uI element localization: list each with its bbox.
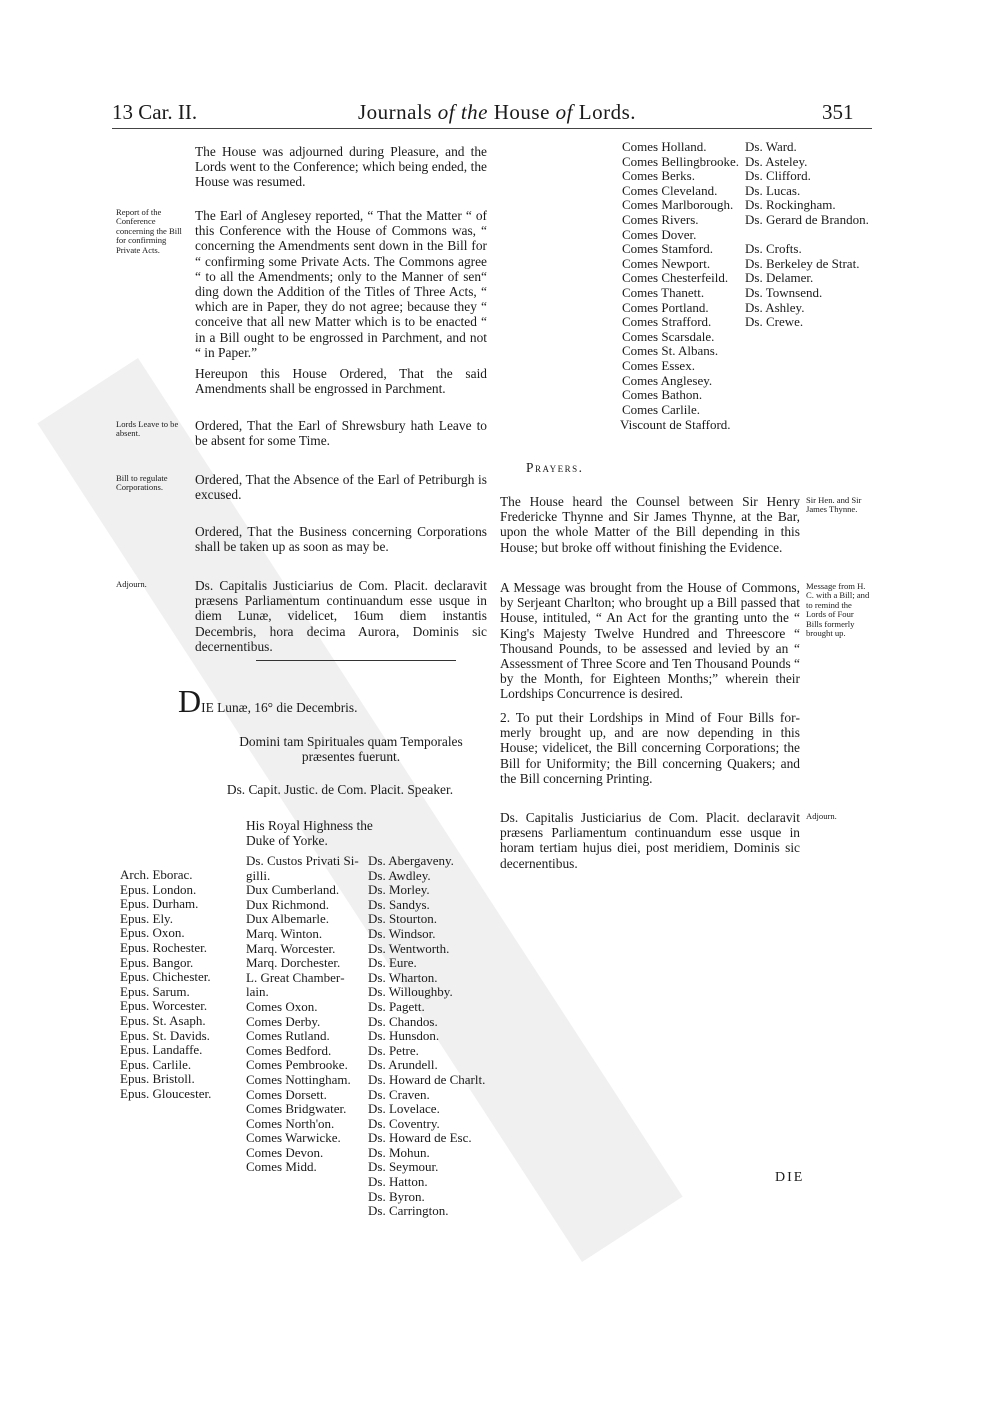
- list-entry: Epus. St. Asaph.: [120, 1012, 206, 1028]
- list-entry: Ds. Asteley.: [745, 153, 808, 169]
- list-entry: Ds. Delamer.: [745, 270, 814, 286]
- list-entry: Comes Devon.: [246, 1144, 324, 1160]
- para-message: A Message was brought from the House of Commons, by Serjeant Charlton; who brought up a Bill passed that House, intituled, “ An Act for the granting unto the “ King's Majesty Twelve Hundred and Threescore “ Thousand Pounds, to be assessed and levied by an “ Assessment of Three Score and Ten Thousand Pounds “ by the Month, for Eighteen Months;” wherein their Lordships Concurrence is desired.: [500, 580, 800, 702]
- list-entry: Comes Bridgwater.: [246, 1101, 347, 1117]
- list-entry: Ds. Howard de Esc.: [368, 1130, 472, 1146]
- list-entry: Comes Thanett.: [622, 284, 705, 300]
- list-entry: Ds. Seymour.: [368, 1159, 439, 1175]
- title-word: Journals: [358, 100, 432, 124]
- list-barons: [368, 854, 485, 1219]
- title-word: House: [493, 100, 550, 124]
- list-entry: Dux Cumberland.: [246, 882, 340, 898]
- list-entry: L. Great Chamberlain.: [246, 969, 345, 1000]
- list-entry: Epus. Rochester.: [120, 939, 208, 955]
- list-entry: Ds. Awdley.: [368, 867, 431, 883]
- list-entry: Ds. Abergaveny.: [368, 853, 454, 868]
- list-entry: Ds. Hunsdon.: [368, 1028, 440, 1044]
- list-entry: Comes Berks.: [622, 168, 695, 184]
- list-entry: Comes Bedford.: [246, 1042, 332, 1058]
- margin-note-adjourn2: Adjourn.: [806, 811, 837, 821]
- para-corporations: Ordered, That the Business concerning Corporations shall be taken up as soon as may be.: [195, 524, 487, 555]
- list-entry: Comes Bellingbrooke.: [622, 153, 739, 169]
- list-entry: Ds. Howard de Charlt.: [368, 1071, 486, 1087]
- list-entry: Comes Marlborough.: [622, 197, 734, 213]
- list-entry: Epus. Chichester.: [120, 969, 211, 985]
- list-entry: Ds. Sandys.: [368, 896, 430, 912]
- list-entry: Epus. St. Davids.: [120, 1027, 210, 1043]
- header-rule: [112, 128, 872, 129]
- list-entry: Ds. Eure.: [368, 955, 417, 971]
- list-entry: Epus. Oxon.: [120, 925, 185, 941]
- list-entry: Comes Derby.: [246, 1013, 321, 1029]
- list-entry: Ds. Ashley.: [745, 299, 805, 315]
- list-entry: Comes Rivers.: [622, 211, 699, 227]
- die-heading: [178, 683, 358, 719]
- list-entry: Comes Strafford.: [622, 314, 712, 330]
- list-entry: Dux Albemarle.: [246, 911, 330, 927]
- title-word: Lords.: [578, 100, 637, 124]
- list-entry: Epus. Worcester.: [120, 998, 208, 1014]
- list-entry: Comes Dorsett.: [246, 1086, 327, 1102]
- list-entry: Arch. Eborac.: [120, 867, 193, 882]
- para-adjourn: Ds. Capitalis Justiciarius de Com. Placit. declaravit præsens Parliamentum continuandum esse usque in diem Lunæ, videlicet, 16um diem instantis Decembris, hora decima Aurora, Dominis sic decernentibus.: [195, 578, 487, 654]
- list-entry: Ds. Custos Privati Sigilli.: [246, 853, 359, 883]
- list-entry: Ds. Townsend.: [745, 284, 823, 300]
- title-word: of the: [437, 100, 488, 124]
- drop-cap: D: [178, 683, 202, 719]
- list-entry: Comes Nottingham.: [246, 1071, 351, 1087]
- list-entry: Comes Chesterfeild.: [622, 270, 729, 286]
- list-entry: Ds. Gerard de Brandon.: [745, 211, 869, 227]
- list-entry: Ds. Coventry.: [368, 1115, 440, 1131]
- margin-note-message: Message from H. C. with a Bill; and to remind the Lords of Four Bills formerly brought up.: [806, 581, 870, 639]
- para-adjourned: The House was adjourned during Pleasure, and the Lords went to the Conference; which being ended, the House was resumed.: [195, 144, 487, 190]
- list-entry: Epus. Bangor.: [120, 954, 194, 970]
- list-entry: Ds. Crewe.: [745, 314, 804, 330]
- list-entry: Epus. Bristoll.: [120, 1071, 195, 1087]
- speaker-line: Ds. Capit. Justic. de Com. Placit. Speaker.: [226, 782, 454, 797]
- para-counsel: The House heard the Counsel between Sir Henry Fredericke Thynne and Sir James Thynne, at the Bar, upon the whole Matter of the Bill depending in this House; but broke off without finishing the Evidence.: [500, 494, 800, 555]
- title-word: of: [555, 100, 574, 124]
- list-entry: Comes Anglesey.: [622, 372, 713, 388]
- domini-line: Domini tam Spirituales quam Temporales præsentes fuerunt.: [239, 734, 463, 765]
- prayers-heading: Prayers.: [526, 460, 584, 475]
- margin-note-thynne: Sir Hen. and Sir James Thynne.: [806, 495, 862, 515]
- list-entry: Comes Scarsdale.: [622, 328, 715, 344]
- list-entry: Ds. Wentworth.: [368, 940, 450, 956]
- list-earls-right: [622, 140, 739, 417]
- list-entry: Epus. Landaffe.: [120, 1042, 203, 1058]
- margin-note-report: Report of the Conference concerning the Bill for confirming Private Acts.: [116, 207, 182, 255]
- list-entry: Ds. Clifford.: [745, 168, 811, 184]
- list-barons-right: [745, 140, 870, 330]
- list-entry: Ds. Hatton.: [368, 1174, 428, 1190]
- list-entry: Comes Oxon.: [246, 998, 318, 1014]
- section-divider: [256, 660, 456, 661]
- running-head-left: 13 Car. II.: [112, 100, 198, 124]
- para-bills: 2. To put their Lordships in Mind of Four Bills formerly brought up, and are now depending in this House; videlicet, the Bill concerning Corporations; the Bill for Uniformity; the Bill concerning Quakers; and the Bill concerning Printing.: [500, 710, 800, 786]
- list-entry: Ds. Windsor.: [368, 925, 436, 941]
- list-entry: Epus. Sarum.: [120, 983, 190, 999]
- margin-note-bill: Bill to regulate Corporations.: [116, 473, 168, 493]
- list-entry: Comes St. Albans.: [622, 343, 719, 359]
- para-engrossed: Hereupon this House Ordered, That the said Amendments shall be engrossed in Parchment.: [195, 366, 487, 397]
- para-adjourn2: Ds. Capitalis Justiciarius de Com. Placit. declaravit præsens Parliamentum continuandum esse usque in horam tertiam hujus diei, post meridiem, Dominis sic decernentibus.: [500, 810, 800, 871]
- list-entry: Ds. Lucas.: [745, 182, 801, 198]
- list-entry: Ds. Willoughby.: [368, 984, 453, 1000]
- list-entry: Ds. Wharton.: [368, 969, 438, 985]
- list-entry: Ds. Berkeley de Strat.: [745, 255, 860, 271]
- list-entry: Ds. Lovelace.: [368, 1101, 440, 1117]
- margin-note-adjourn: Adjourn.: [116, 579, 147, 589]
- list-entry: Ds. Arundell.: [368, 1057, 438, 1073]
- list-entry: Comes Portland.: [622, 299, 709, 315]
- list-entry: Epus. Carlile.: [120, 1056, 192, 1072]
- royal-highness: His Royal Highness the Duke of Yorke.: [246, 818, 373, 849]
- para-report: The Earl of Anglesey reported, “ That the Matter “ of this Conference with the House of Commons was, “ concerning the Amendments sent down in the Bill for “ confirming some Private Acts. The Commons agree “ to all the Amendments; only to the Manner of sen“ ding down the Addition of the Titles of Three Acts, “ which are in Paper, they do not agree; because they “ conceive that all new Matter which is to be enacted “ in a Bill ought to be engrossed in Parchment, and not “ in Paper.”: [195, 208, 487, 360]
- list-entry: Comes Carlile.: [622, 401, 700, 417]
- para-petriburgh: Ordered, That the Absence of the Earl of Petriburgh is excused.: [195, 472, 487, 503]
- list-entry: Comes Cleveland.: [622, 182, 718, 198]
- list-entry: Marq. Worcester.: [246, 940, 336, 956]
- list-entry: Epus. Ely.: [120, 910, 173, 926]
- list-entry: Epus. Durham.: [120, 896, 199, 912]
- list-entry: Ds. Carrington.: [368, 1203, 449, 1219]
- list-entry: Epus. London.: [120, 881, 197, 897]
- running-head-title: [358, 100, 636, 125]
- list-entry: Marq. Winton.: [246, 925, 323, 941]
- list-entry: Comes Stamford.: [622, 241, 713, 257]
- list-entry: Ds. Crofts.: [745, 241, 802, 257]
- list-entry: Ds. Pagett.: [368, 998, 425, 1014]
- list-entry: Comes Warwicke.: [246, 1130, 341, 1146]
- list-entry: Comes Holland.: [622, 139, 707, 154]
- list-entry: Comes Pembrooke.: [246, 1057, 348, 1073]
- list-entry: Ds. Craven.: [368, 1086, 430, 1102]
- list-entry: Ds. Morley.: [368, 882, 430, 898]
- list-entry: Ds. Stourton.: [368, 911, 437, 927]
- list-entry: Ds. Chandos.: [368, 1013, 438, 1029]
- list-entry: Ds. Ward.: [745, 139, 797, 154]
- viscount-line: Viscount de Stafford.: [620, 417, 731, 432]
- list-entry: Ds. Petre.: [368, 1042, 419, 1058]
- page-number: 351: [822, 100, 854, 124]
- para-shrewsbury: Ordered, That the Earl of Shrewsbury hath Leave to be absent for some Time.: [195, 418, 487, 449]
- die-date: IE Lunæ, 16° die Decembris.: [201, 700, 358, 715]
- list-entry: Comes Newport.: [622, 255, 711, 271]
- list-officers-earls: [246, 854, 362, 1175]
- list-entry: Comes Dover.: [622, 226, 697, 242]
- catchword: DIE: [775, 1170, 805, 1185]
- list-entry: Comes Midd.: [246, 1159, 317, 1175]
- margin-note-leave: Lords Leave to be absent.: [116, 419, 179, 439]
- list-entry: Dux Richmond.: [246, 896, 330, 912]
- list-entry: Marq. Dorchester.: [246, 955, 341, 971]
- list-entry: Epus. Gloucester.: [120, 1085, 212, 1101]
- list-entry: Ds. Mohun.: [368, 1144, 430, 1160]
- list-entry: Comes Bathon.: [622, 387, 703, 403]
- list-entry: Ds. Byron.: [368, 1188, 425, 1204]
- list-bishops: [120, 868, 211, 1102]
- list-entry: Comes Rutland.: [246, 1028, 330, 1044]
- list-entry: Comes Essex.: [622, 357, 695, 373]
- list-entry: Ds. Rockingham.: [745, 197, 836, 213]
- list-entry: Comes North'on.: [246, 1115, 335, 1131]
